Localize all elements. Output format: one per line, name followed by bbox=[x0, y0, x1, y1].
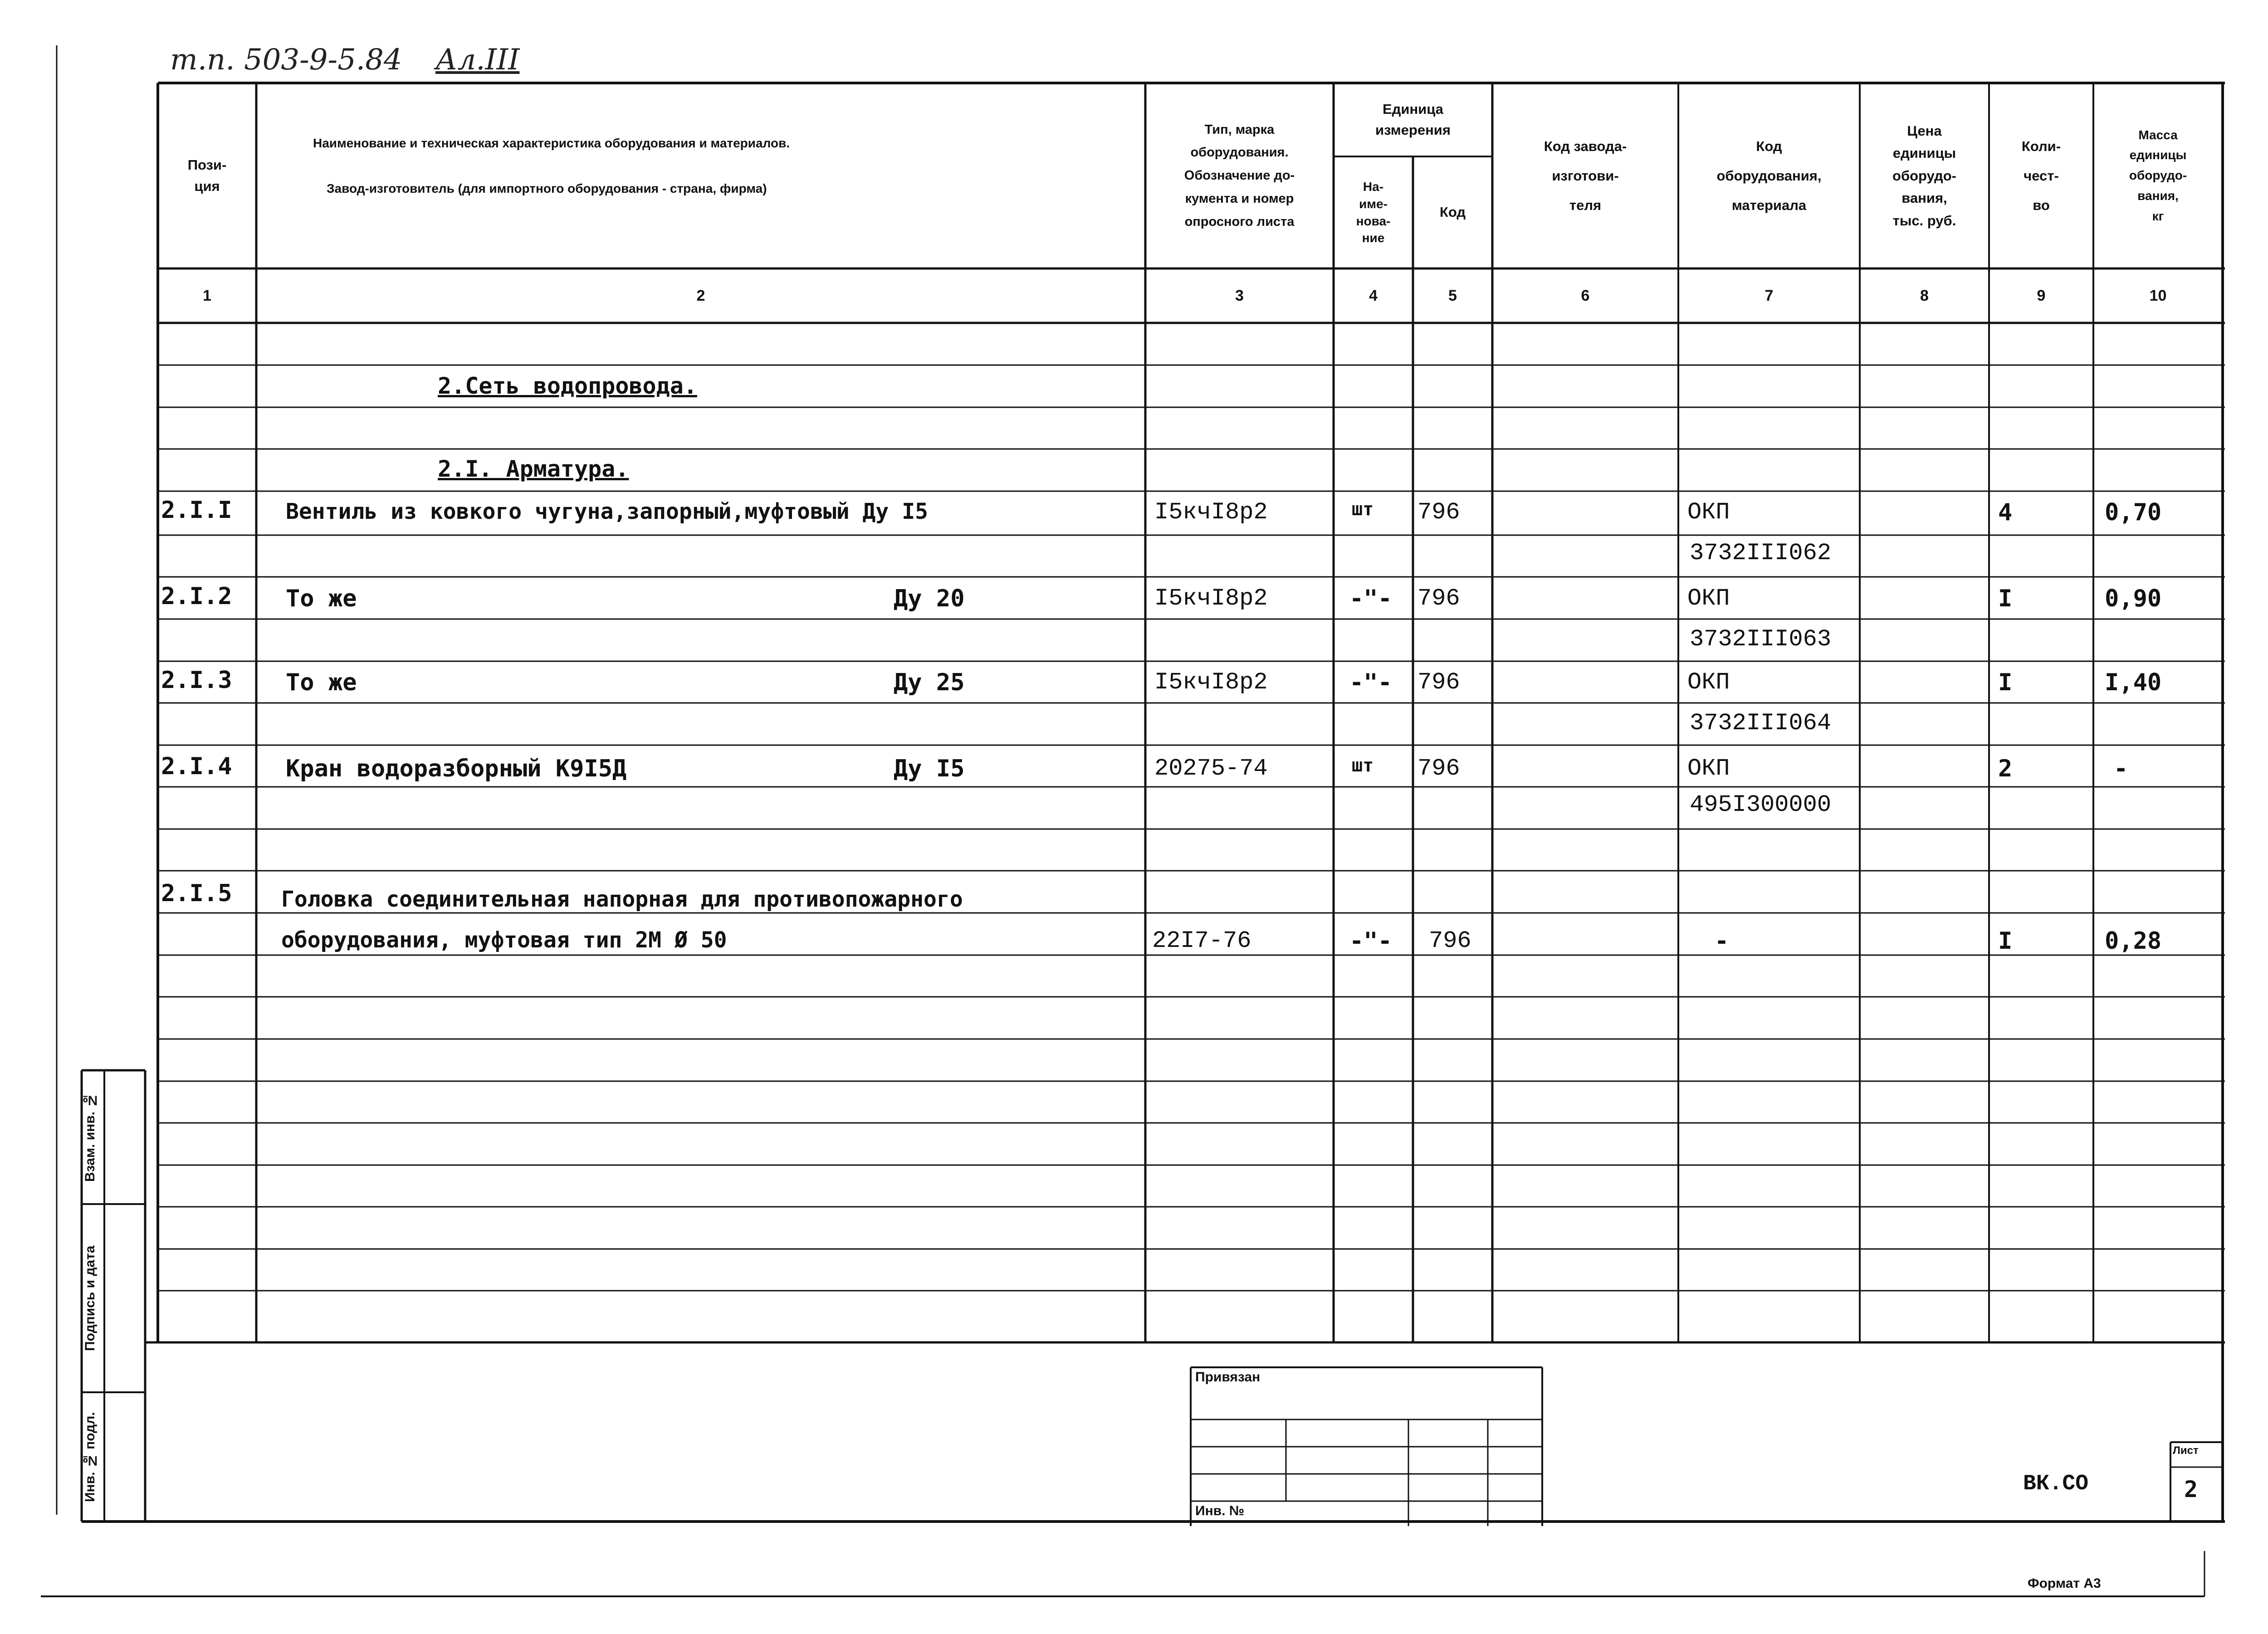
row-quantity: I bbox=[1998, 927, 2013, 955]
row-name: То же bbox=[286, 669, 357, 696]
row-position: 2.I.2 bbox=[161, 583, 232, 610]
row-unit-code: 796 bbox=[1418, 669, 1460, 696]
row-nominal-diameter: Ду 20 bbox=[894, 585, 965, 612]
header-quantity: Коли- чест- во bbox=[2021, 138, 2061, 214]
row-name: Вентиль из ковкого чугуна,запорный,муфтовый Ду I5 bbox=[286, 499, 929, 524]
header-price: Цена единицы оборудо- вания, тыс. руб. bbox=[1892, 122, 1956, 229]
col-number: 4 bbox=[1369, 287, 1378, 304]
row-unit-code: 796 bbox=[1418, 585, 1460, 612]
header-mass: Масса единицы оборудо- вания, кг bbox=[2129, 127, 2187, 223]
row-equipment-code: ОКП bbox=[1687, 669, 1730, 696]
header-name-line1: Наименование и техническая характеристика оборудования и материалов. bbox=[313, 136, 790, 150]
header-position: Пози- ция bbox=[187, 157, 227, 194]
row-equipment-code: - bbox=[1715, 927, 1729, 955]
row-type: I5кчI8р2 bbox=[1154, 499, 1268, 526]
col-number: 10 bbox=[2149, 287, 2167, 304]
header-type: Тип, марка оборудования. Обозначение до- кумента и номер опросного листа bbox=[1184, 122, 1295, 229]
row-position: 2.I.I bbox=[161, 497, 232, 524]
row-mass: I,40 bbox=[2105, 669, 2162, 696]
row-quantity: I bbox=[1998, 585, 2013, 612]
row-name: Головка соединительная напорная для противопожарного bbox=[281, 887, 963, 912]
col-number: 9 bbox=[2037, 287, 2046, 304]
col-number: 7 bbox=[1765, 287, 1774, 304]
col-number: 2 bbox=[696, 287, 705, 304]
row-mass: 0,28 bbox=[2105, 927, 2162, 955]
row-unit: -"- bbox=[1349, 669, 1392, 696]
row-unit: шт bbox=[1352, 499, 1374, 520]
header-factory-code: Код завода- изготови- теля bbox=[1544, 138, 1627, 214]
row-mass: 0,70 bbox=[2105, 499, 2162, 526]
row-name: Кран водоразборный К9I5Д bbox=[286, 755, 627, 782]
col-number: 1 bbox=[203, 287, 211, 304]
row-unit: -"- bbox=[1349, 927, 1392, 955]
side-stamp-podpis: Подпись и дата bbox=[83, 1245, 98, 1351]
side-stamp-vzam: Взам. инв. № bbox=[83, 1093, 98, 1182]
row-unit: шт bbox=[1352, 755, 1374, 776]
document-code: т.п. 503-9-5.84 bbox=[170, 43, 402, 77]
row-equipment-code-2: 3732III063 bbox=[1690, 626, 1832, 653]
row-name: То же bbox=[286, 585, 357, 612]
side-stamp-inv-podl: Инв. № подл. bbox=[83, 1412, 98, 1502]
header-unit-name: На- име- нова- ние bbox=[1356, 179, 1391, 245]
header-unit: Единица измерения bbox=[1375, 101, 1451, 138]
paper-format: Формат А3 bbox=[2028, 1576, 2101, 1591]
row-equipment-code: ОКП bbox=[1687, 585, 1730, 612]
row-nominal-diameter: Ду 25 bbox=[894, 669, 965, 696]
col-number: 6 bbox=[1581, 287, 1590, 304]
header-name-line2: Завод-изготовитель (для импортного оборудования - страна, фирма) bbox=[327, 181, 767, 195]
row-unit-code: 796 bbox=[1429, 927, 1471, 954]
stamp-list-label: Лист bbox=[2173, 1444, 2199, 1457]
row-name-2: оборудования, муфтовая тип 2М Ø 50 bbox=[281, 927, 727, 953]
stamp-drawing-code: ВК.СО bbox=[2023, 1472, 2089, 1496]
row-position: 2.I.4 bbox=[161, 753, 232, 780]
row-unit-code: 796 bbox=[1418, 499, 1460, 526]
album-number: Ал.III bbox=[435, 43, 520, 77]
row-unit-code: 796 bbox=[1418, 755, 1460, 782]
row-equipment-code-2: 3732III064 bbox=[1690, 710, 1832, 737]
row-type: 22I7-76 bbox=[1152, 927, 1251, 954]
header-equipment-code: Код оборудования, материала bbox=[1716, 138, 1822, 214]
stamp-privyazan: Привязан bbox=[1195, 1370, 1261, 1385]
col-number: 8 bbox=[1920, 287, 1929, 304]
row-type: I5кчI8р2 bbox=[1154, 669, 1268, 696]
header-unit-code: Код bbox=[1439, 204, 1466, 220]
row-type: I5кчI8р2 bbox=[1154, 585, 1268, 612]
row-equipment-code-2: 3732III062 bbox=[1690, 540, 1832, 566]
col-number: 3 bbox=[1235, 287, 1244, 304]
row-mass: - bbox=[2114, 755, 2128, 782]
row-position: 2.I.3 bbox=[161, 667, 232, 694]
row-position: 2.I.5 bbox=[161, 880, 232, 907]
row-equipment-code-2: 495I300000 bbox=[1690, 791, 1832, 818]
section-heading: 2.I. Арматура. bbox=[438, 456, 629, 482]
row-quantity: 2 bbox=[1998, 755, 2013, 782]
row-quantity: 4 bbox=[1998, 499, 2013, 526]
row-equipment-code: ОКП bbox=[1687, 755, 1730, 782]
stamp-inv: Инв. № bbox=[1195, 1503, 1245, 1518]
row-unit: -"- bbox=[1349, 585, 1392, 612]
section-heading: 2.Сеть водопровода. bbox=[438, 373, 697, 399]
stamp-list-number: 2 bbox=[2184, 1476, 2198, 1502]
row-mass: 0,90 bbox=[2105, 585, 2162, 612]
row-quantity: I bbox=[1998, 669, 2013, 696]
row-nominal-diameter: Ду I5 bbox=[894, 755, 965, 782]
col-number: 5 bbox=[1448, 287, 1457, 304]
row-equipment-code: ОКП bbox=[1687, 499, 1730, 526]
row-type: 20275-74 bbox=[1154, 755, 1268, 782]
